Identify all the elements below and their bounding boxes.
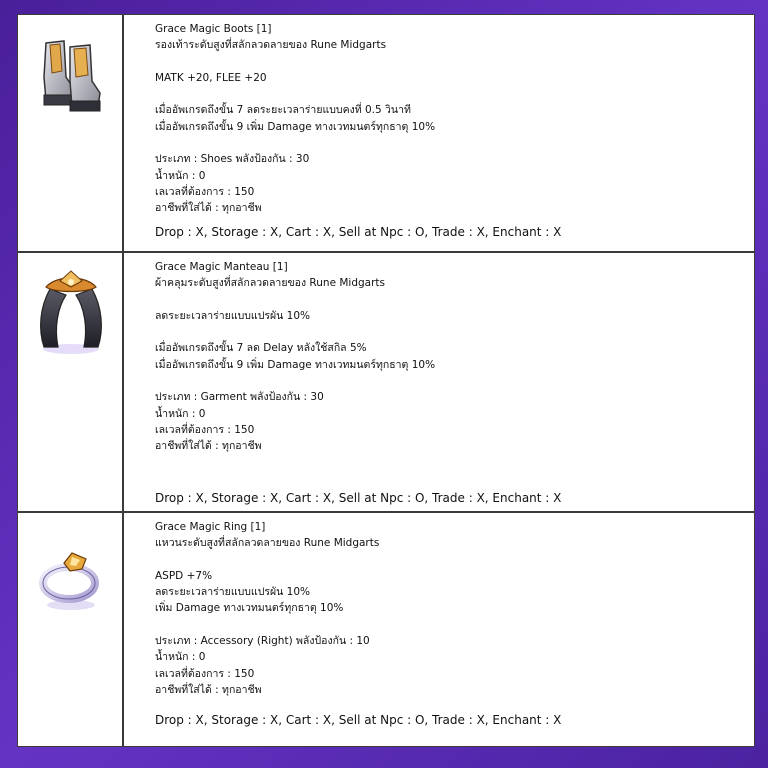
item-details: [155, 259, 746, 455]
item-job: อาชีพที่ใส่ได้ : ทุกอาชีพ: [155, 440, 262, 453]
item-trade-info: Drop : X, Storage : X, Cart : X, Sell at Npc : O, Trade : X, Enchant : X: [155, 225, 562, 239]
icon-cell: [18, 253, 124, 511]
item-stats: ลดระยะเวลาร่ายแบบแปรผัน 10%: [155, 586, 311, 599]
item-type: ประเภท : Accessory (Right) พลังป้องกัน : 10: [155, 635, 370, 648]
icon-cell: [18, 15, 124, 251]
item-description: ผ้าคลุมระดับสูงที่สลักลวดลายของ Rune Midgarts: [155, 277, 386, 290]
item-required-level: เลเวลที่ต้องการ : 150: [155, 185, 255, 198]
item-name: Grace Magic Manteau [1]: [155, 261, 288, 273]
item-weight: น้ำหนัก : 0: [155, 169, 206, 182]
item-refine-bonus: เมื่ออัพเกรดถึงขั้น 7 ลดระยะเวลาร่ายแบบคงที่ 0.5 วินาที: [155, 104, 411, 117]
icon-cell: [18, 513, 124, 746]
item-description: รองเท้าระดับสูงที่สลักลวดลายของ Rune Midgarts: [155, 39, 387, 52]
table-row: [18, 15, 754, 253]
item-required-level: เลเวลที่ต้องการ : 150: [155, 667, 255, 680]
item-type: ประเภท : Shoes พลังป้องกัน : 30: [155, 153, 310, 166]
item-refine-bonus: เมื่ออัพเกรดถึงขั้น 7 ลด Delay หลังใช้สกิล 5%: [155, 342, 367, 355]
item-refine-bonus: เมื่ออัพเกรดถึงขั้น 9 เพิ่ม Damage ทางเวทมนตร์ทุกธาตุ 10%: [155, 120, 436, 133]
item-job: อาชีพที่ใส่ได้ : ทุกอาชีพ: [155, 683, 262, 696]
item-details: [155, 21, 746, 217]
item-table: [17, 14, 755, 747]
ring-icon: [36, 543, 106, 613]
item-required-level: เลเวลที่ต้องการ : 150: [155, 423, 255, 436]
item-stats: ASPD +7%: [155, 569, 213, 582]
item-type: ประเภท : Garment พลังป้องกัน : 30: [155, 391, 324, 404]
item-weight: น้ำหนัก : 0: [155, 651, 206, 664]
item-description: แหวนระดับสูงที่สลักลวดลายของ Rune Midgarts: [155, 537, 380, 550]
item-weight: น้ำหนัก : 0: [155, 407, 206, 420]
item-job: อาชีพที่ใส่ได้ : ทุกอาชีพ: [155, 202, 262, 215]
item-name: Grace Magic Ring [1]: [155, 521, 266, 533]
item-name: Grace Magic Boots [1]: [155, 23, 272, 35]
table-row: [18, 253, 754, 513]
item-trade-info: Drop : X, Storage : X, Cart : X, Sell at Npc : O, Trade : X, Enchant : X: [155, 713, 562, 727]
item-stats: ลดระยะเวลาร่ายแบบแปรผัน 10%: [155, 309, 311, 322]
item-stats: เพิ่ม Damage ทางเวทมนตร์ทุกธาตุ 10%: [155, 602, 344, 615]
item-trade-info: Drop : X, Storage : X, Cart : X, Sell at Npc : O, Trade : X, Enchant : X: [155, 491, 562, 505]
manteau-icon: [36, 267, 106, 357]
item-details: [155, 519, 746, 698]
table-row: [18, 513, 754, 746]
item-stats: MATK +20, FLEE +20: [155, 71, 267, 84]
boots-icon: [36, 37, 106, 115]
item-refine-bonus: เมื่ออัพเกรดถึงขั้น 9 เพิ่ม Damage ทางเวทมนตร์ทุกธาตุ 10%: [155, 358, 436, 371]
